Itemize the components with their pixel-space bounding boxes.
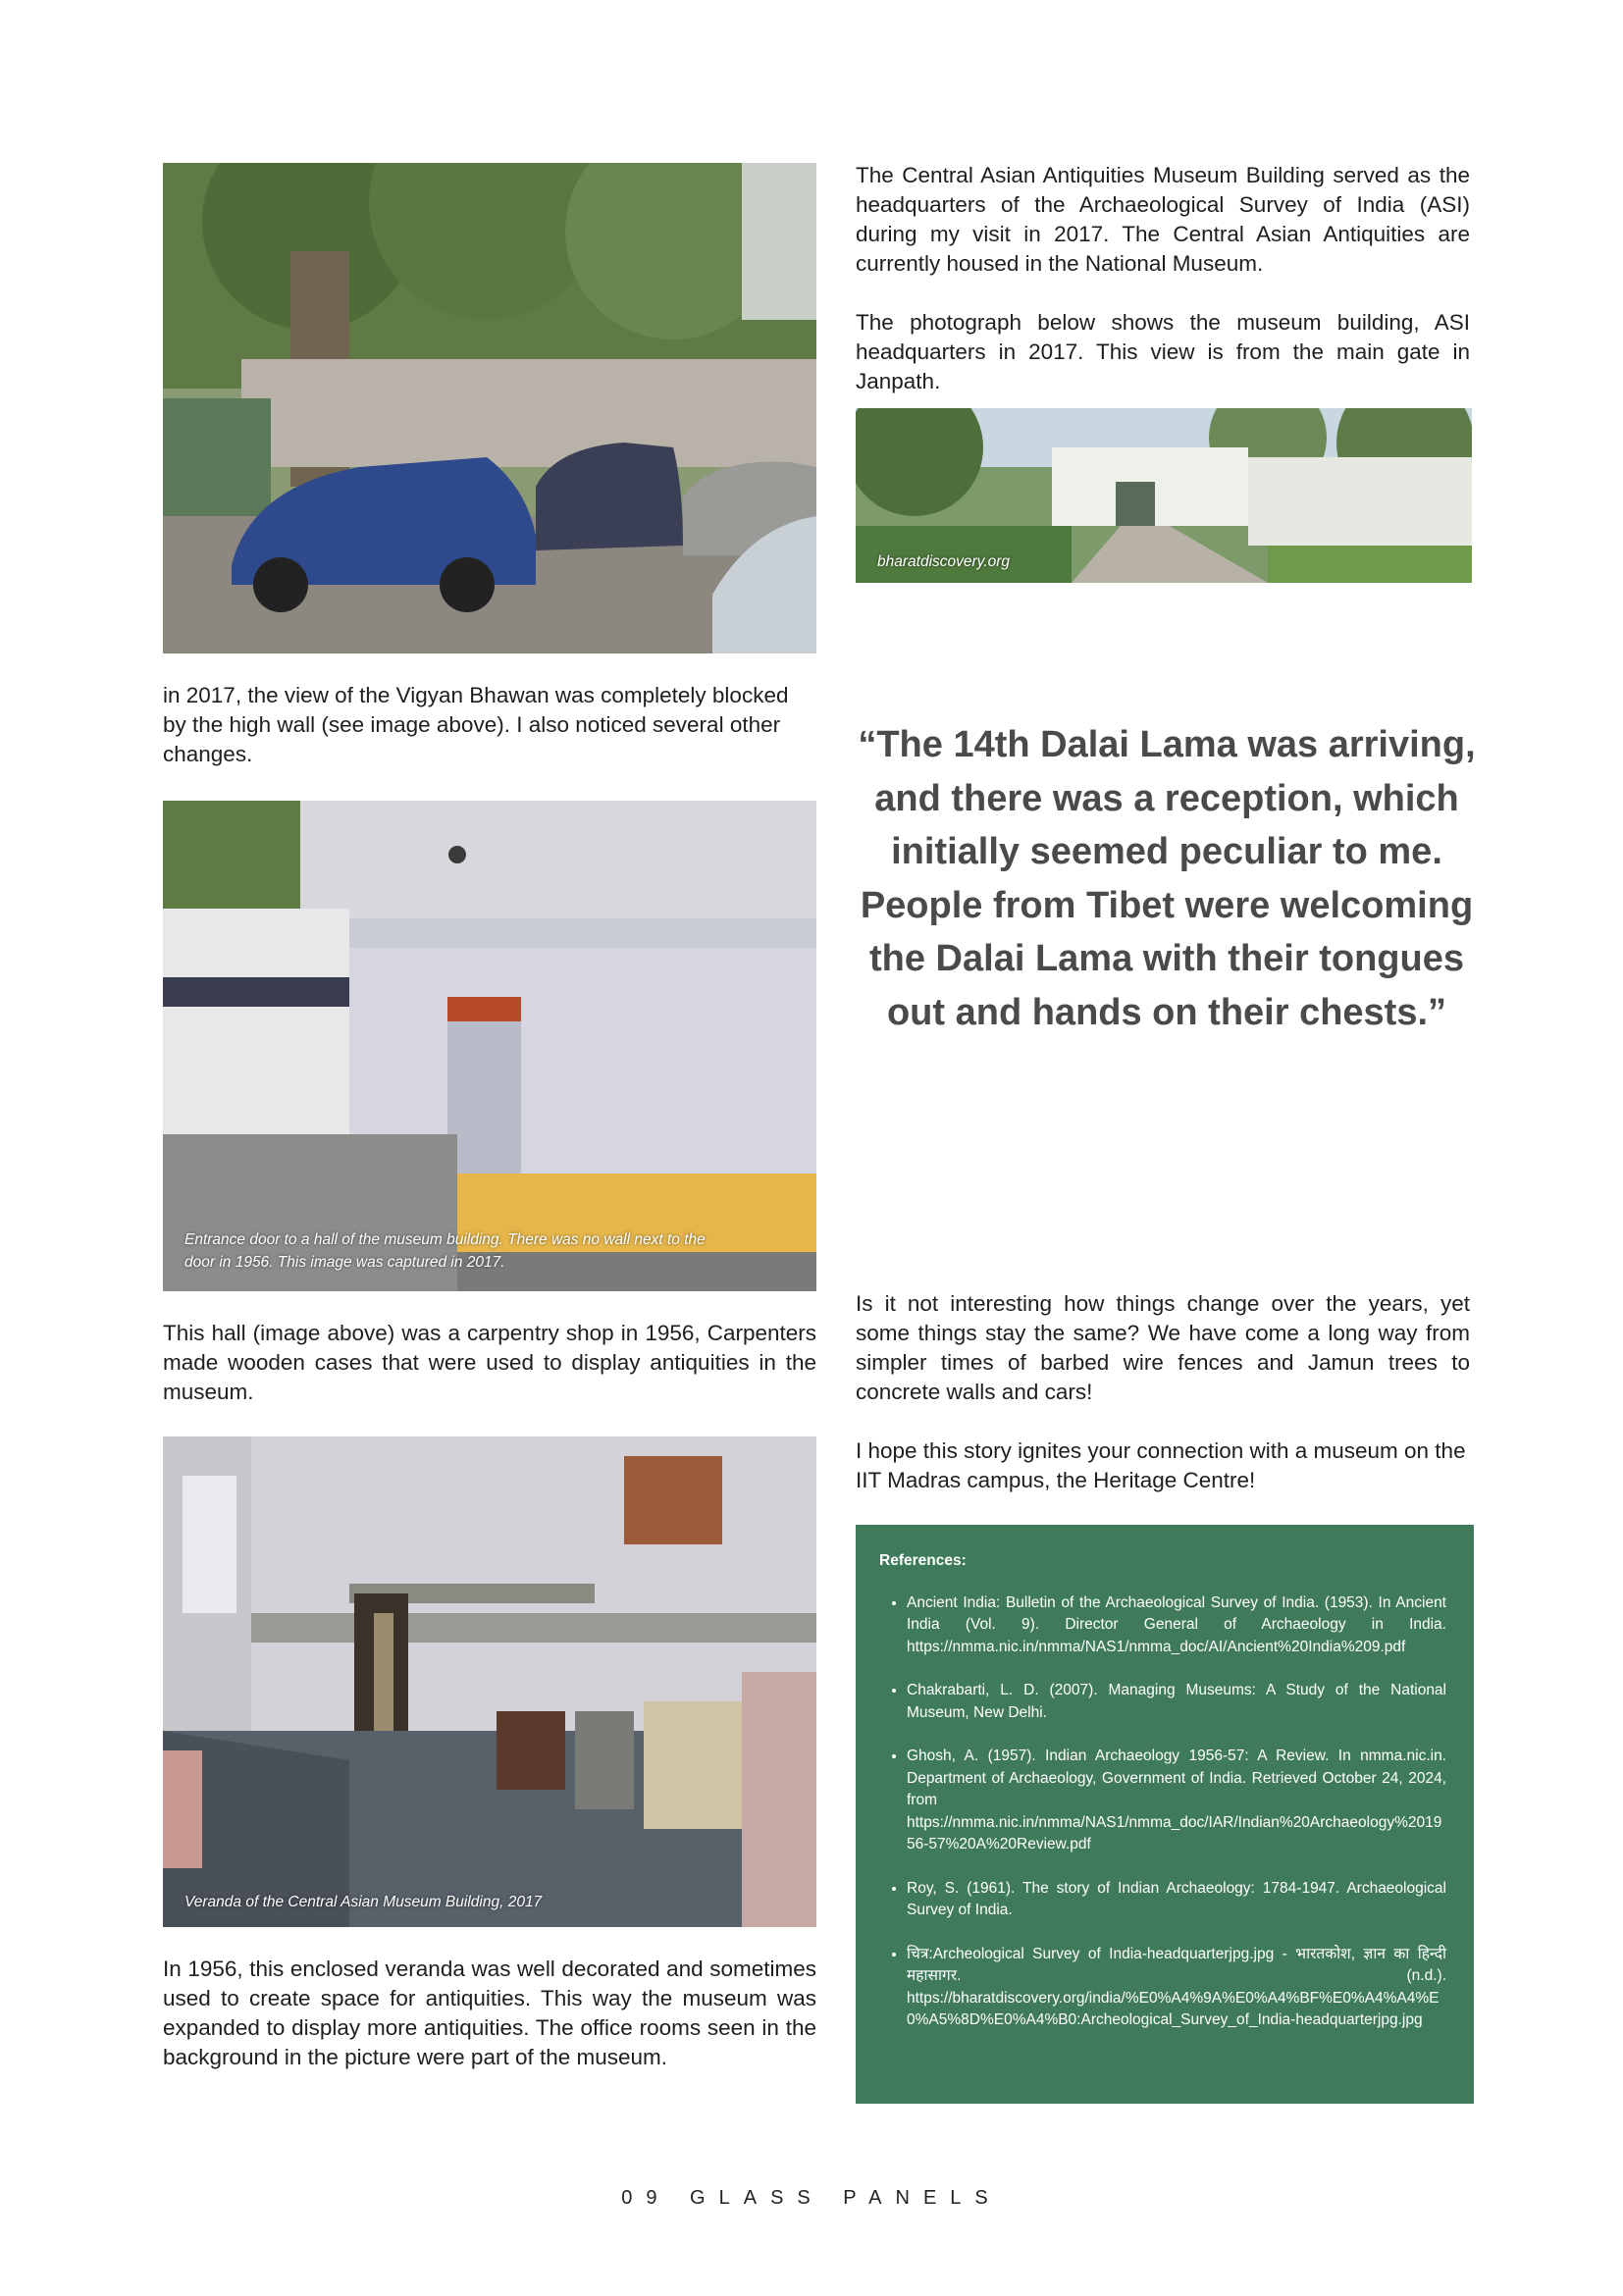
photo-entrance-door [163,801,816,1291]
photo-trees-and-cars [163,163,816,653]
pull-quote-line-1: “The 14th Dalai Lama was arriving, and there was a reception, which initially seemed peculiar to me. [858,724,1476,872]
photo-veranda [163,1436,816,1927]
photo-credit: bharatdiscovery.org [877,553,1010,570]
left-paragraph-2: This hall (image above) was a carpentry shop in 1956, Carpenters made wooden cases that were used to display antiquities in the museum. [163,1321,816,1404]
reference-item: • चित्र:Archeological Survey of India-headquarterjpg.jpg - भारतकोश, ज्ञान का हिन्दी महासागर. (n.d.). https://bharatdiscovery.org/india/%E0%A4%9A%E0%A4%BF%E0%A4%A4%E0%A5%8D%E0%A4%B0:Archeological_Survey_of_India-headquarterjpg.jpg [907,1944,1446,2032]
reference-item: • Ancient India: Bulletin of the Archaeological Survey of India. (1953). In Ancient India (Vol. 9). Director General of Archaeology in India. https://nmma.nic.in/nmma/NAS1/nmma_doc/AI/Ancient%20India%209.pdf [907,1592,1446,1659]
references-heading: References: [879,1552,967,1569]
caption-entrance-door: Entrance door to a hall of the museum building. There was no wall next to the door in 1956. This image was captured in 2017. [184,1231,706,1271]
caption-veranda: Veranda of the Central Asian Museum Building, 2017 [184,1894,543,1910]
left-paragraph-1: in 2017, the view of the Vigyan Bhawan was completely blocked by the high wall (see image above). I also noticed several other changes. [163,683,789,766]
pull-quote-line-2: People from Tibet were welcoming the Dalai Lama with their tongues out and hands on their chests.” [860,884,1474,1033]
page-footer: 09 GLASS PANELS [621,2187,1002,2209]
reference-item: • Ghosh, A. (1957). Indian Archaeology 1956-57: A Review. In nmma.nic.in. Department of Archaeology, Government of India. Retrieved October 24, 2024, from https://nmma.nic.in/nmma/NAS1/nmma_doc/IAR/Indian%20Archaeology%201956-57%20A%20Review.pdf [907,1746,1446,1856]
right-paragraph-1: Is it not interesting how things change over the years, yet some things stay the same? We have come a long way from simpler times of barbed wire fences and Jamun trees to concrete walls and cars! [856,1291,1470,1404]
left-paragraph-3: In 1956, this enclosed veranda was well decorated and sometimes used to create space for antiquities. This way the museum was expanded to display more antiquities. The office rooms seen in the background in the picture were part of the museum. [163,1957,816,2069]
photo-museum-building [856,408,1472,583]
references-box [856,1525,1474,2104]
reference-item: • Chakrabarti, L. D. (2007). Managing Museums: A Study of the National Museum, New Delhi. [907,1680,1446,1724]
right-paragraph-2: I hope this story ignites your connection with a museum on the IIT Madras campus, the Heritage Centre! [856,1438,1466,1492]
intro-paragraph-1: The Central Asian Antiquities Museum Building served as the headquarters of the Archaeological Survey of India (ASI) during my visit in 2017. The Central Asian Antiquities are currently housed in the National Museum. [856,163,1470,276]
reference-item: • Roy, S. (1961). The story of Indian Archaeology: 1784-1947. Archaeological Survey of India. [907,1878,1446,1922]
references-list [879,1592,1446,2032]
intro-paragraph-2: The photograph below shows the museum building, ASI headquarters in 2017. This view is from the main gate in Janpath. [856,310,1470,393]
pull-quote [856,718,1478,1039]
